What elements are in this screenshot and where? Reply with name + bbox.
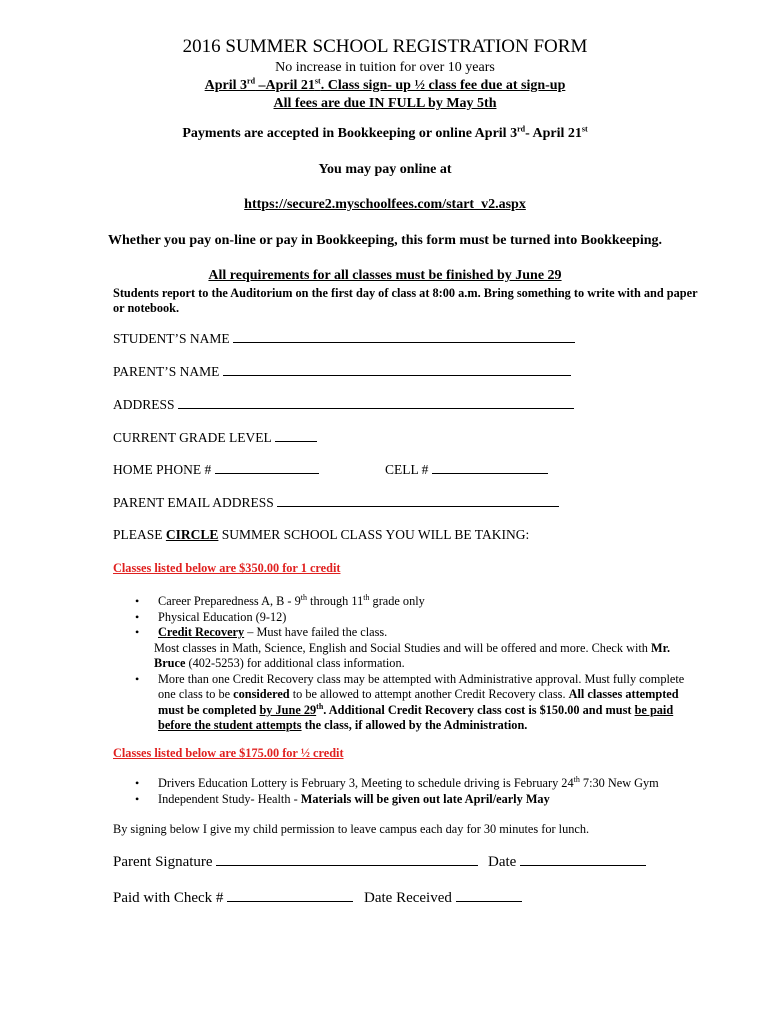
check-number-label: Paid with Check # [113, 890, 224, 906]
parent-name-line[interactable] [223, 363, 571, 376]
parent-name-label: PARENT’S NAME [113, 364, 220, 379]
parent-name-field[interactable] [113, 363, 571, 380]
date-received-label: Date Received [364, 890, 452, 906]
signature-date-line[interactable] [520, 851, 646, 866]
multiple-credit-recovery-line-3: must be completed by June 29th. Additional Credit Recovery class cost is $150.00 and must be paid [158, 701, 674, 717]
section-175-list [121, 776, 721, 807]
student-name-label: STUDENT’S NAME [113, 331, 230, 346]
address-field[interactable] [113, 396, 574, 413]
credit-recovery-contact: Bruce (402-5253) for additional class information. [154, 656, 405, 670]
student-name-line[interactable] [233, 330, 575, 343]
date-received-line[interactable] [456, 887, 522, 902]
cell-line[interactable] [432, 461, 548, 474]
turn-in-note: Whether you pay on-line or pay in Bookkeeping, this form must be turned into Bookkeeping. [107, 233, 663, 248]
parent-signature-label: Parent Signature [113, 854, 213, 870]
list-item-independent-study[interactable]: • Independent Study- Health - Materials will be given out late April/early May [135, 791, 550, 806]
signature-date-field[interactable] [488, 851, 646, 871]
parent-signature-field[interactable] [113, 851, 478, 871]
list-item-drivers-education[interactable]: • Drivers Education Lottery is February 3, Meeting to schedule driving is February 24th 7:30 New Gym [135, 774, 659, 790]
check-number-line[interactable] [227, 887, 353, 902]
home-phone-field[interactable] [113, 461, 319, 478]
cell-label: CELL # [385, 462, 429, 477]
list-item-career-preparedness[interactable]: • Career Preparedness A, B - 9th through 11th grade only [135, 592, 425, 608]
payments-note: Payments are accepted in Bookkeeping or online April 3rd- April 21st [182, 124, 588, 141]
list-item-multiple-credit-recovery[interactable]: • More than one Credit Recovery class may be attempted with Administrative approval. Must fully complete [135, 671, 685, 686]
tuition-note: No increase in tuition for over 10 years [275, 60, 495, 75]
section-350-list [121, 594, 721, 734]
email-label: PARENT EMAIL ADDRESS [113, 495, 274, 510]
student-name-field[interactable] [113, 330, 575, 347]
address-label: ADDRESS [113, 397, 175, 412]
grade-level-label: CURRENT GRADE LEVEL [113, 430, 272, 445]
bullet-icon: • [135, 609, 140, 624]
form-title: 2016 SUMMER SCHOOL REGISTRATION FORM [182, 36, 588, 57]
list-item-credit-recovery[interactable]: • Credit Recovery – Must have failed the class. [135, 625, 388, 639]
bullet-icon: • [135, 625, 140, 639]
signature-date-label: Date [488, 854, 517, 870]
circle-instruction: PLEASE CIRCLE SUMMER SCHOOL CLASS YOU WILL BE TAKING: [113, 527, 530, 542]
cell-field[interactable] [385, 461, 548, 478]
check-number-field[interactable] [113, 887, 353, 907]
section-350-heading: Classes listed below are $350.00 for 1 credit [113, 561, 341, 575]
home-phone-label: HOME PHONE # [113, 462, 212, 477]
report-note-line-1: Students report to the Auditorium on the first day of class at 8:00 a.m. Bring something to write with and paper [113, 286, 698, 300]
payment-url[interactable]: https://secure2.myschoolfees.com/start_v2.aspx [244, 197, 526, 212]
multiple-credit-recovery-line-2: one class to be considered to be allowed to attempt another Credit Recovery class. All classes attempted [158, 687, 679, 701]
bullet-icon: • [135, 791, 140, 806]
home-phone-line[interactable] [215, 461, 319, 474]
email-line[interactable] [277, 494, 559, 507]
bullet-icon: • [135, 776, 140, 790]
report-note-line-2: or notebook. [113, 301, 180, 315]
email-field[interactable] [113, 494, 559, 511]
bullet-icon: • [135, 594, 140, 608]
grade-level-field[interactable] [113, 429, 317, 446]
requirements-deadline: All requirements for all classes must be finished by June 29 [208, 268, 562, 283]
section-175-heading: Classes listed below are $175.00 for ½ credit [113, 746, 344, 760]
lunch-permission-note: By signing below I give my child permission to leave campus each day for 30 minutes for lunch. [113, 822, 590, 836]
bullet-icon: • [135, 671, 140, 686]
parent-signature-line[interactable] [216, 851, 478, 866]
pay-online-note: You may pay online at [318, 162, 452, 177]
signup-dates: April 3rd –April 21st. Class sign- up ½ class fee due at sign-up [204, 76, 566, 93]
fees-due-note: All fees are due IN FULL by May 5th [273, 96, 497, 111]
grade-level-line[interactable] [275, 429, 317, 442]
address-line[interactable] [178, 396, 574, 409]
list-item-physical-education[interactable]: • Physical Education (9-12) [135, 609, 287, 624]
credit-recovery-note: Most classes in Math, Science, English and Social Studies and will be offered and more. Check with Mr. [154, 640, 671, 655]
multiple-credit-recovery-line-4: before the student attempts the class, if allowed by the Administration. [158, 718, 528, 732]
date-received-field[interactable] [364, 887, 522, 907]
